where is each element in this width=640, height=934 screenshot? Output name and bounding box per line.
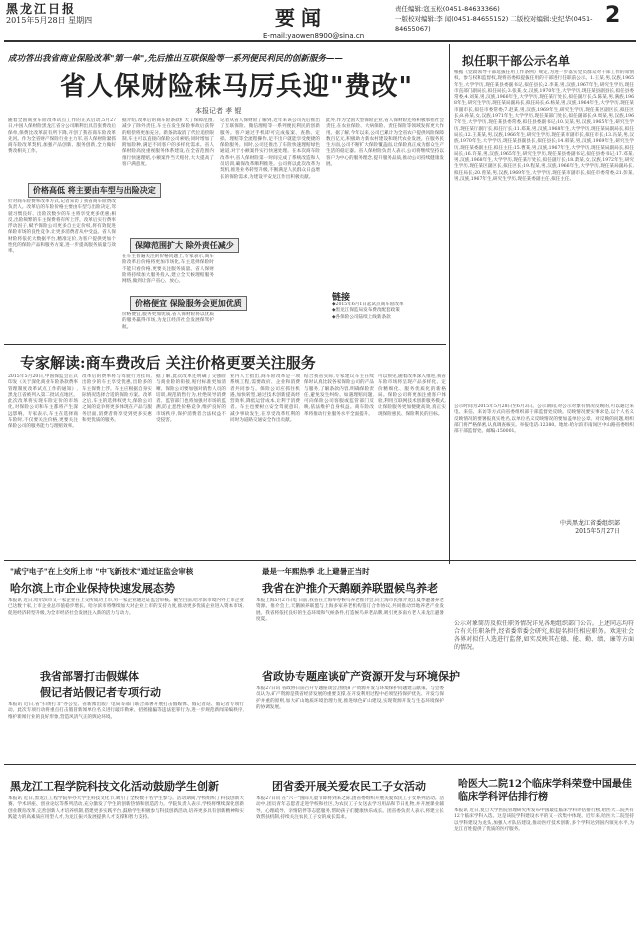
wanxiang-body: 本报上海5月27日电 日前,我省在上海举办候鸟养老推介会,向上海市民推介龙江夏季避暑养老资源。推介会上,天鹅颐养联盟与上海多家养老机构签订合作协议,共同推动异地养老产业发展。我省将依托良好的生态环境和气候条件,打造候鸟养老品牌,吸引更多南方老人来龙江避暑度夏。	[256, 598, 444, 622]
lead-body-col4: 此外,作为全国大型保险企业,省人保财险还将积极承担社会责任,在农业保险、大病保险、责任保险等领域发挥更大作用。据了解,今年以来,公司已累计为全省农户提供风险保障数百亿元,积极助力新农村建设和现代农业发展。在服务民生方面,公司不断扩大保险覆盖面,让保险真正成为群众生产生活的稳定器。省人保财险负责人表示,公司将继续坚持以客户为中心的服务理念,提升服务品质,推动公司持续健康发展。	[326, 118, 444, 168]
medical-title: 哈医大二院12个临床学科荣登中国最佳临床学科评估排行榜	[458, 779, 632, 803]
section-email: E-mail:yaowen8900@sina.cn	[263, 32, 365, 40]
fake-body: 本报讯 近日,省"扫黄打非"办公室、省新闻出版广电局等部门联合部署开展打击假媒体、假记者站、假记者专项行动。此次专项行动将重点打击假冒新闻单位名义进行敲诈勒索、招摇撞骗等违法犯罪行为,进一步规范新闻采编秩序,维护新闻行业的良好形象,营造风清气正的舆论环境。	[8, 702, 244, 720]
feature-col3: 据了解,此次改革还明确了交强险与商业险的衔接,赔付标准更加清晰。保险公司要加强对销售人员的培训,规范销售行为,杜绝误导消费者。监管部门也将加强对市场的监测,防止恶性价格竞争,维护良好的市场秩序,保护消费者合法权益不受侵害。	[156, 374, 226, 424]
sidebar-rule	[449, 44, 450, 564]
harbin-kicker: "咸宁电子"在上交所上市 "中飞新技术"通过证监会审核	[10, 567, 194, 576]
section-title: 要闻	[275, 6, 327, 30]
feature-col5: 结合我省实际,专家建议车主在续保时认真比较各家保险公司的产品与服务,了解条款内容,明确保险责任,避免发生纠纷。如遇理赔问题,可向保险公司客服或监管部门反映,依法维护自身权益。商车险改革将推动行业服务水平全面提升。	[304, 374, 374, 417]
sidebar-lower-body: 公示对象简历及拟任职务情况详见各地组织部门公告。上述同志均符合有关任职条件,经省委常委会研究,拟提名担任相应职务。欢迎社会各界对拟任人选进行监督,如实反映其在德、能、勤、绩、廉等方面的情况。	[454, 620, 634, 651]
lead-byline: 本报记者 孝 锟	[195, 107, 242, 115]
youth-title: 团省委开展关爱农民工子女活动	[272, 780, 426, 793]
issue-date: 2015年5月28日 星期四	[6, 16, 93, 25]
tech-title: 黑龙江工程学院科技文化活动鼓励学生创新	[10, 780, 219, 793]
sidebar-list: 根据《党政领导干部选拔任用工作条例》规定,为进一步落实党员群众对干部工作的知情权、参与权和监督权,现将省委拟提拔任用的干部进行任职前公示。1.王某,男,汉族,1965年生,大学学历,现任某县委副书记,拟任县长;2.李某,男,汉族,1967年生,研究生学历,现任市直部门副局长,拟任局长;3.张某,女,汉族,1970年生,大学学历,现任某县副县长,拟任县委常委;4.刘某,男,汉族,1966年生,大学学历,现任某厅处长,拟任副厅长;5.陈某,男,满族,1968年生,研究生学历,现任某局副局长,拟任局长;6.杨某,男,汉族,1964年生,大学学历,现任某市副市长,拟任市委常委;7.赵某,男,汉族,1969年生,研究生学历,现任某区副区长,拟任区长;8.孙某,女,汉族,1971年生,大学学历,现任某部门处长,拟任副部长;9.周某,男,汉族,1967年生,大学学历,现任某县委常委,拟任县委副书记;10.吴某,男,汉族,1965年生,研究生学历,现任某厅副厅长,拟任厅长;11.郑某,男,汉族,1968年生,大学学历,现任某局副局长,拟任局长;12.王某某,男,汉族,1966年生,研究生学历,现任某市副市长,拟任市长;13.冯某,男,汉族,1970年生,大学学历,现任某县副县长,拟任县长;14.韩某,男,汉族,1969年生,研究生学历,现任某委副主任,拟任主任;15.曹某,男,汉族,1967年生,大学学历,现任某局副局长,拟任局长;16.许某,男,汉族,1965年生,研究生学历,现任某县委副书记,拟任县委书记;17.邓某,男,汉族,1968年生,大学学历,现任某厅处长,拟任副厅长;18.萧某,女,汉族,1972年生,研究生学历,现任某区副区长,拟任区长;19.程某,男,汉族,1966年生,大学学历,现任某局副局长,拟任局长;20.曾某,男,汉族,1969年生,大学学历,现任某市副市长,拟任市委常委;21.彭某,男,汉族,1967年生,研究生学历,现任某委副主任,拟任主任。	[454, 70, 634, 183]
lead-body-col2: 据介绍,改革后的商车险条款扩大了保障范围,减少了除外责任,车主在发生保险事故后获得的赔偿将更加充分。新条款取消了代位追偿限制,车主可以直接向保险公司索赔;同时增加了附加险种,满足不同客户的多样化需求。省人保财险高度重视服务体系建设,在全省范围内推行快速理赔,小额案件当天赔付,大大提高了客户满意度。	[122, 118, 214, 168]
youth-body: 本报27日讯 在"六一"国际儿童节即将到来之际,团省委组织开展关爱农民工子女系列活动。活动中,团员青年志愿者走进学校和社区,为农民工子女送去学习用品和节日礼物,并开展课业辅导、心理疏导、亲情陪伴等志愿服务,帮助孩子们健康快乐成长。团省委负责人表示,将建立长效帮扶机制,持续关注农民工子女的成长需求。	[256, 796, 444, 820]
lead-subhead-1: 价格高低 将主要由车型与出险决定	[28, 183, 161, 198]
wanxiang-kicker: 最是一年熙热季 北上避暑正当时	[262, 567, 370, 576]
sidebar-signature: 中共黑龙江省委组织部 2015年5月27日	[560, 520, 621, 535]
lead-body-col2b: 在车主普遍关注的价格问题上,专家表示,商车险改革后价格将更加市场化,车主选择保险时不能只看价格,更要关注服务质量。省人保财险将持续加大服务投入,建立全天候理赔服务网络,做到让客户省心、放心。	[122, 254, 214, 285]
masthead-left	[6, 4, 126, 26]
lower-band-rule	[4, 560, 636, 561]
feature-top-rule	[4, 344, 446, 345]
bottom-band-rule	[4, 764, 636, 765]
feature-col1: 2015年5月20日,中国保监会正式印发《关于深化商业车险条款费率管理制度改革试点工作的通知》,黑龙江省被列入第二批试点地区。此次改革将实现车险定价的市场化,对保险公司和车主都将产生深远影响。专家表示,车主在选择商车险时,不仅要关注价格,更要关注保险公司的服务能力与理赔效率。	[8, 374, 78, 430]
lead-headline: 省人保财险秣马厉兵迎"费改"	[60, 72, 414, 102]
related-list: ◆2015年6月1日起试点商车险改革 ◆黑龙江保监局发布费改配套政策 ◆各保险公司陆续上线新条款	[332, 302, 404, 320]
lead-body-col2c: 价格便宜,服务更加优质,省人保财险将以优质的服务赢得市场,为龙江经济社会发展保驾护航。	[122, 312, 214, 330]
lead-subhead-3: 价格便宜 保险服务会更加优质	[130, 296, 247, 311]
paper-name: 黑龙江日报	[6, 2, 77, 16]
medical-body: 本报讯 近日,复旦大学医院管理研究所发布中国最佳临床学科评估排行榜,哈医大二院共有12个临床学科入选。这是该院学科建设水平的又一次集中体现。近年来,哈医大二院坚持以学科建设为龙头,加强人才队伍建设,推动医疗技术创新,多个学科达到国内领先水平,为龙江百姓提供了优质的医疗服务。	[454, 808, 634, 832]
lead-body-col1b: 针对商车险费率改革方式,记者采访了我省商车险费改负责人。改革后的车险价格主要由车型与出险决定,驾驶习惯良好、出险次数少的车主将享受更多优惠;相反,出险频繁的车主保费将有所上浮。改革后实行费率浮动因子,赋予保险公司更多自主定价权,将有效促进保险市场的良性竞争,让更多消费者从中受益。省人保财险将依托大数据平台,精准定价,为客户提供更加个性化的保险产品和服务方案,进一步提高服务质量与效率。	[8, 199, 116, 255]
wanxiang-title: 我省在沪推介天鹅颐养联盟候鸟养老	[262, 582, 438, 595]
lead-kicker: 成功答出我省商业保险改革"第一单",先后推出互联保险等一系列便民利民的创新服务——	[8, 54, 343, 64]
lead-body-col1: 随着全国商业车险改革试点工作的正式启动,5月27日,中国人保财险黑龙江省分公司顺利出具首张费改后保单,保费比改革前有所下降,开创了我省商车险改革先河。作为全省财产保险行业主力军,省人保财险紧抓商车险改革契机,加强产品创新、服务创新,全力做好费改相关工作。	[8, 118, 116, 155]
sidebar-notice: 公示时间为2015年5月28日至6月3日。公示期间,对公示对象有情况反映的,可以通过来电、来信、来访等方式向省委组织部干部监督处反映。反映情况要实事求是,以个人名义反映情况的要署报真实姓名,以单位名义反映情况的要加盖单位公章。对反映的问题,组织部门将严格保密,认真调查核实。举报电话:12380。地址:哈尔滨市南岗区中山路省委组织部干部监督处。邮编:150001。	[454, 404, 634, 435]
lead-body-col3: 记者从省人保财险了解到,近年来该公司先后推出了互联保险、微信理赔等一系列便民利民的创新服务。客户通过手机即可完成报案、查勘、定损、理赔等全流程操作,足不出户就能享受便捷的保险服务。同时,公司还推出了车险快速理赔绿色通道,对于小额案件实行快速处理。在本次商车险改革中,省人保财险第一时间完成了系统改造和人员培训,确保改革顺利推进。公司将以此次改革为契机,推进业务转型升级,不断满足人民群众日益增长的保险需求,为建设平安龙江作出积极贡献。	[220, 118, 320, 180]
lead-subhead-2: 保障范围扩大 除外责任减少	[130, 238, 239, 253]
harbin-title: 哈尔滨上市企业保持快速发展态势	[10, 582, 175, 595]
checker-line: 一版校对编辑:李 闻(0451-84655152) 二版校对编辑:史纪华(0451-84655067)	[395, 15, 593, 33]
editor-credits	[395, 4, 595, 34]
feature-col2: 改革后的费率将与驾驶行为挂钩,出险少的车主享受优惠,出险多的车主保费上浮。车主应根据自身实际情况选择合适的保险方案。改革之后,车主的选择权更大,保险公司之间的竞争将更多体现在产品与服务层面,消费者将享受到更多实惠和更优质的服务。	[82, 374, 152, 424]
editor-line: 责任编辑:寇玉松(0451-84633366)	[395, 5, 500, 13]
page-number: 2	[605, 3, 621, 28]
env-body: 本报27日讯 省政协日前召开专题座谈会,围绕矿产资源开发与环境保护问题建言献策。与会委员认为,矿产资源是我省经济发展的重要支撑,在开发利用过程中必须坚持保护优先、开发与保护并重的原则,加大矿山地质环境治理力度,推进绿色矿山建设,实现资源开发与生态环境保护的协调发展。	[256, 686, 444, 710]
feature-col4: 业内人士指出,商车险改革是一项系统工程,需要政府、企业和消费者共同参与。保险公司应抓住机遇,加快转型,通过技术创新提高经营效率,降低运营成本,让利于消费者。车主也要树立安全驾驶意识,减少事故发生,在享受改革红利的同时为道路交通安全作出贡献。	[230, 374, 300, 424]
env-title: 省政协专题座谈矿产资源开发与环境保护	[262, 670, 460, 683]
related-heading: 链接	[332, 293, 351, 303]
feature-col6: 可以预见,随着改革深入推进,我省车险市场将呈现产品多样化、定价精细化、服务优质化的新格局。保险公司将更加注重客户体验,利用互联网技术创新服务模式,让保险服务更加便捷高效,真正实现保险惠民、保险利民的目标。	[378, 374, 446, 417]
header-rule	[4, 40, 636, 42]
sidebar-title: 拟任职干部公示名单	[462, 54, 571, 68]
tech-body: 本报讯 近日,黑龙江工程学院举办大学生科技文化节,吸引了全校数千名学生参与。活动期间,学校组织了科技创新大赛、学术讲座、创业论坛等系列活动,充分激发了学生的创新热情和创造活力。学院负责人表示,学校将继续深化创新创业教育改革,完善创新人才培养机制,搭建更多实践平台,鼓励学生积极参与科技创新活动,培养更多具有创新精神和实践能力的高素质应用型人才,为龙江振兴发展提供人才支撑和智力支持。	[8, 796, 244, 820]
fake-title-2: 假记者站假记者专项行动	[40, 686, 161, 699]
harbin-body: 本报讯 近日,哈尔滨市又一家企业在上交所成功上市,另一家企业通过证监会审核。截至目前,哈尔滨市境内外上市企业已达数十家,上市企业总市值稳步增长。哈尔滨市将继续加大对企业上市的支持力度,推动更多优质企业进入资本市场,促进经济转型升级,为全市经济社会发展注入新的活力与动力。	[8, 598, 244, 616]
feature-title: 专家解读:商车费改后 关注价格更要关注服务	[20, 354, 316, 372]
fake-title-1: 我省部署打击假媒体	[40, 670, 139, 683]
